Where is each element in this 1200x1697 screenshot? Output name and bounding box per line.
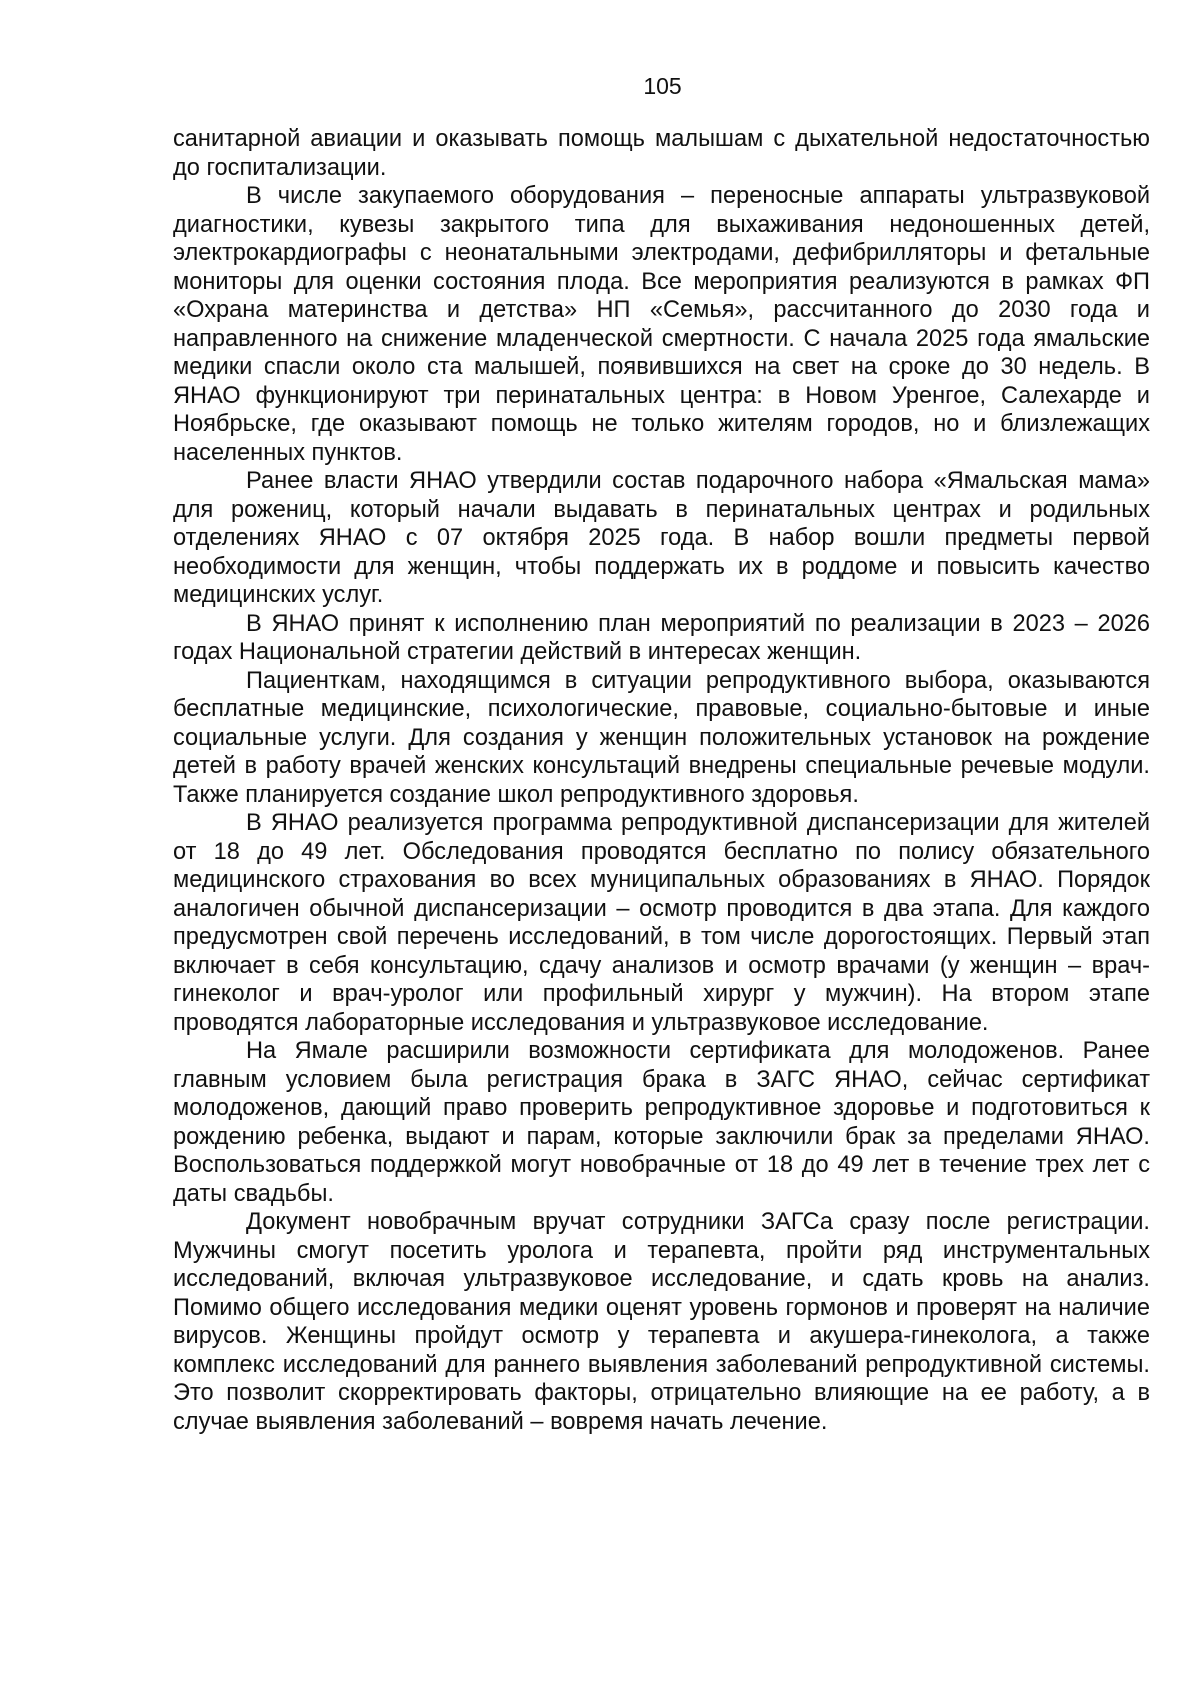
- paragraph-2: В числе закупаемого оборудования – переносные аппараты ультразвуковой диагностики, кувезы закрытого типа для выхаживания недоношенных детей, электрокардиографы с неонатальными электродами, дефибрилляторы и фетальные мониторы для оценки состояния плода. Все мероприятия реализуются в рамках ФП «Охрана материнства и детства» НП «Семья», рассчитанного до 2030 года и направленного на снижение младенческой смертности. С начала 2025 года ямальские медики спасли около ста малышей, появившихся на свет на сроке до 30 недель. В ЯНАО функционируют три перинатальных центра: в Новом Уренгое, Салехарде и Ноябрьске, где оказывают помощь не только жителям городов, но и близлежащих населенных пунктов.: [173, 183, 1150, 466]
- page-number: 105: [643, 73, 682, 99]
- paragraph-3: Ранее власти ЯНАО утвердили состав подарочного набора «Ямальская мама» для рожениц, который начали выдавать в перинатальных центрах и родильных отделениях ЯНАО с 07 октября 2025 года. В набор вошли предметы первой необходимости для женщин, чтобы поддержать их в роддоме и повысить качество медицинских услуг.: [173, 468, 1150, 608]
- paragraph-5: Пациенткам, находящимся в ситуации репродуктивного выбора, оказываются бесплатные медицинские, психологические, правовые, социально-бытовые и иные социальные услуги. Для создания у женщин положительных установок на рождение детей в работу врачей женских консультаций внедрены специальные речевые модули. Также планируется создание школ репродуктивного здоровья.: [173, 667, 1150, 808]
- document-body: [173, 125, 1150, 1436]
- paragraph-4: В ЯНАО принят к исполнению план мероприятий по реализации в 2023 – 2026 годах Национальной стратегии действий в интересах женщин.: [173, 610, 1150, 665]
- paragraph-1: санитарной авиации и оказывать помощь малышам с дыхательной недостаточностью до госпитализации.: [173, 126, 1150, 181]
- paragraph-6: В ЯНАО реализуется программа репродуктивной диспансеризации для жителей от 18 до 49 лет. Обследования проводятся бесплатно по полису обязательного медицинского страхования во всех муниципальных образованиях в ЯНАО. Порядок аналогичен обычной диспансеризации – осмотр проводится в два этапа. Для каждого предусмотрен свой перечень исследований, в том числе дорогостоящих. Первый этап включает в себя консультацию, сдачу анализов и осмотр врачами (у женщин – врач-гинеколог и врач-уролог или профильный хирург у мужчин). На втором этапе проводятся лабораторные исследования и ультразвуковое исследование.: [173, 810, 1150, 1036]
- paragraph-8: Документ новобрачным вручат сотрудники ЗАГСа сразу после регистрации. Мужчины смогут посетить уролога и терапевта, пройти ряд инструментальных исследований, включая ультразвуковое исследование, и сдать кровь на анализ. Помимо общего исследования медики оценят уровень гормонов и проверят на наличие вирусов. Женщины пройдут осмотр у терапевта и акушера-гинеколога, а также комплекс исследований для раннего выявления заболеваний репродуктивной системы. Это позволит скорректировать факторы, отрицательно влияющие на ее работу, а в случае выявления заболеваний – вовремя начать лечение.: [173, 1209, 1150, 1435]
- paragraph-7: На Ямале расширили возможности сертификата для молодоженов. Ранее главным условием была регистрация брака в ЗАГС ЯНАО, сейчас сертификат молодоженов, дающий право проверить репродуктивное здоровье и подготовиться к рождению ребенка, выдают и парам, которые заключили брак за пределами ЯНАО. Воспользоваться поддержкой могут новобрачные от 18 до 49 лет в течение трех лет с даты свадьбы.: [173, 1038, 1150, 1207]
